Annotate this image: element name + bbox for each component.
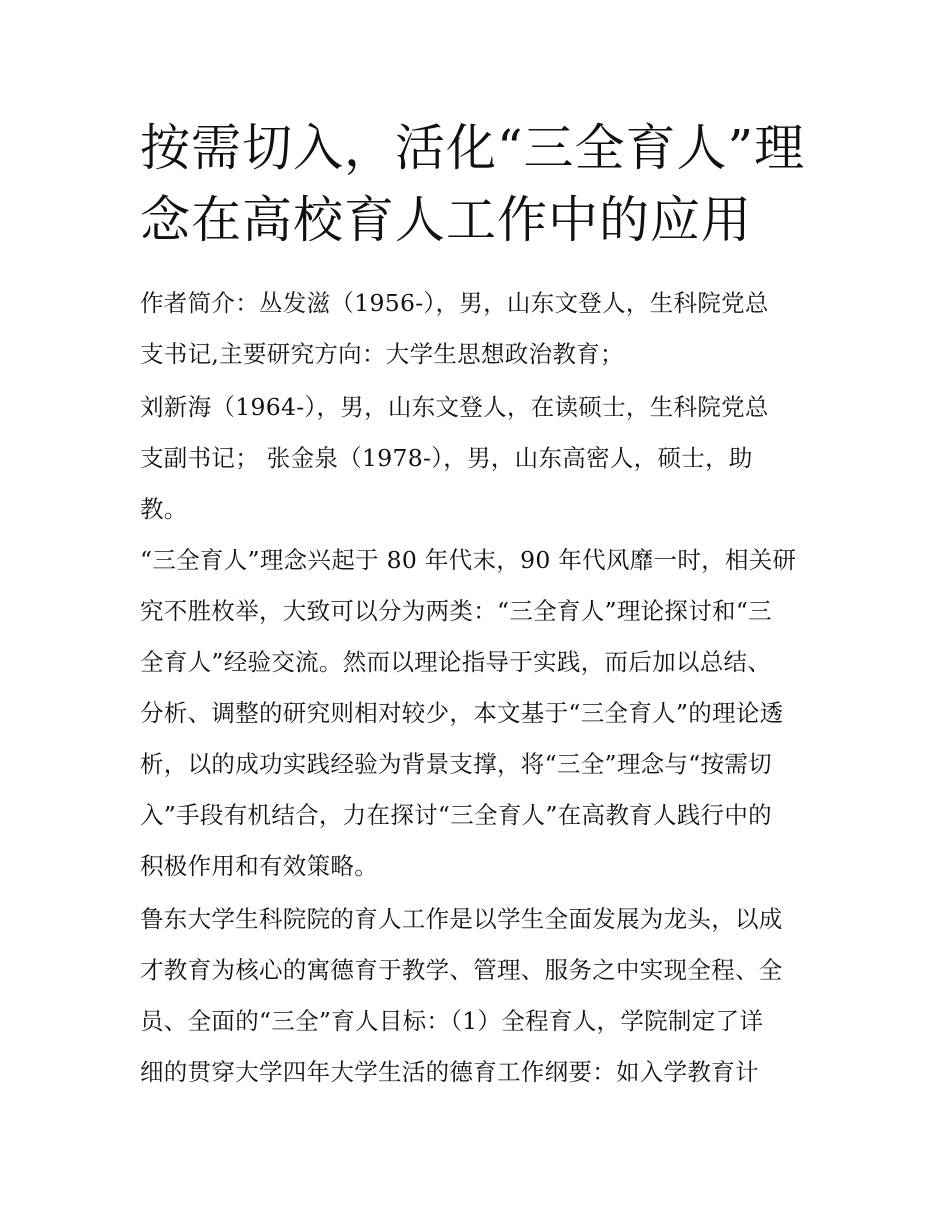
document-body — [140, 535, 830, 1098]
text-line: 入”手段有机结合，力在探讨“三全育人”在高教育人践行中的 — [140, 801, 772, 829]
body-paragraph — [140, 535, 830, 892]
text-line: 作者简介：丛发滋（1956-），男，山东文登人，生科院党总 — [140, 289, 769, 317]
text-line: 才教育为核心的寓德育于教学、管理、服务之中实现全程、全 — [140, 956, 783, 984]
text-line: 积极作用和有效策略。 — [140, 852, 378, 880]
text-line: 教。 — [140, 495, 188, 523]
text-line: “三全育人”理念兴起于 80 年代末，90 年代风靡一时，相关研 — [140, 546, 797, 574]
text-line: 支副书记； 张金泉（1978-），男，山东高密人，硕士，助 — [140, 444, 753, 472]
author-paragraph — [140, 382, 830, 535]
text-line: 究不胜枚举，大致可以分为两类：“三全育人”理论探讨和“三 — [140, 597, 772, 625]
text-line: 鲁东大学生科院院的育人工作是以学生全面发展为龙头，以成 — [140, 905, 783, 933]
document-page — [140, 112, 830, 1098]
document-title — [140, 112, 830, 256]
title-line: 念在高校育人工作中的应用 — [140, 191, 752, 249]
text-line: 细的贯穿大学四年大学生活的德育工作纲要：如入学教育计 — [140, 1058, 759, 1086]
body-paragraph — [140, 894, 830, 1098]
title-line: 按需切入，活化“三全育人”理 — [140, 119, 806, 177]
text-line: 支书记,主要研究方向：大学生思想政治教育； — [140, 340, 624, 368]
text-line: 员、全面的“三全”育人目标：（1）全程育人，学院制定了详 — [140, 1007, 764, 1035]
text-line: 析，以的成功实践经验为背景支撑，将“三全”理念与“按需切 — [140, 750, 772, 778]
text-line: 刘新海（1964-），男，山东文登人，在读硕士，生科院党总 — [140, 393, 769, 421]
author-info — [140, 278, 830, 535]
text-line: 分析、调整的研究则相对较少，本文基于“三全育人”的理论透 — [140, 699, 784, 727]
author-paragraph — [140, 278, 830, 380]
text-line: 全育人”经验交流。然而以理论指导于实践，而后加以总结、 — [140, 648, 772, 676]
